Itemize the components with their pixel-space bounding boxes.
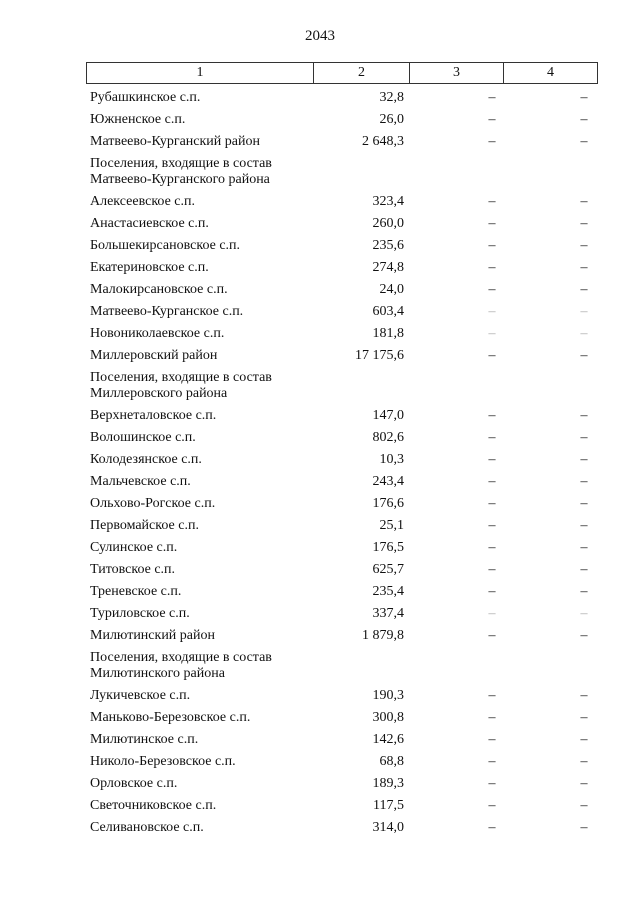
row-col-4: – <box>580 710 588 725</box>
row-value: 10,3 <box>379 452 404 467</box>
row-col-4: – <box>580 304 588 319</box>
row-value: 142,6 <box>372 732 404 747</box>
row-name: Светочниковское с.п. <box>90 798 217 813</box>
row-name: Матвеево-Курганский район <box>90 134 260 149</box>
row-name: Поселения, входящие в состав Матвеево-Курганского района <box>90 156 272 187</box>
row-col-4: – <box>580 430 588 445</box>
row-value: 802,6 <box>372 430 404 445</box>
row-name: Николо-Березовское с.п. <box>90 754 236 769</box>
header-col-2: 2 <box>313 63 409 83</box>
row-value: 603,4 <box>372 304 404 319</box>
row-name: Матвеево-Курганское с.п. <box>90 304 244 319</box>
table-row <box>86 626 598 648</box>
row-col-3: – <box>488 496 496 511</box>
row-value: 243,4 <box>372 474 404 489</box>
row-name: Ольхово-Рогское с.п. <box>90 496 216 511</box>
row-col-4: – <box>580 606 588 621</box>
row-col-4: – <box>580 754 588 769</box>
row-name: Анастасиевское с.п. <box>90 216 209 231</box>
row-col-3: – <box>488 776 496 791</box>
row-col-4: – <box>580 348 588 363</box>
table-row <box>86 192 598 214</box>
row-value: 235,6 <box>372 238 404 253</box>
table-row <box>86 258 598 280</box>
row-col-4: – <box>580 238 588 253</box>
row-value: 25,1 <box>379 518 404 533</box>
table-row <box>86 752 598 774</box>
row-col-4: – <box>580 452 588 467</box>
row-col-3: – <box>488 688 496 703</box>
row-name: Маньково-Березовское с.п. <box>90 710 251 725</box>
table-row <box>86 774 598 796</box>
row-name: Поселения, входящие в состав Миллеровского района <box>90 370 272 401</box>
row-col-4: – <box>580 820 588 835</box>
table-row <box>86 346 598 368</box>
row-value: 300,8 <box>372 710 404 725</box>
row-name: Большекирсановское с.п. <box>90 238 241 253</box>
row-col-3: – <box>488 820 496 835</box>
table-row <box>86 494 598 516</box>
row-value: 24,0 <box>379 282 404 297</box>
row-col-3: – <box>488 90 496 105</box>
table-row <box>86 582 598 604</box>
table-header <box>86 62 598 84</box>
table-row <box>86 516 598 538</box>
row-col-4: – <box>580 584 588 599</box>
row-value: 337,4 <box>372 606 404 621</box>
row-name: Милютинское с.п. <box>90 732 199 747</box>
row-col-4: – <box>580 134 588 149</box>
row-value: 176,6 <box>372 496 404 511</box>
row-name: Треневское с.п. <box>90 584 182 599</box>
row-name: Малокирсановское с.п. <box>90 282 228 297</box>
row-col-4: – <box>580 562 588 577</box>
row-col-3: – <box>488 562 496 577</box>
row-name: Волошинское с.п. <box>90 430 196 445</box>
table-row <box>86 560 598 582</box>
table-row <box>86 686 598 708</box>
table-row <box>86 154 598 192</box>
row-col-3: – <box>488 732 496 747</box>
table-row <box>86 88 598 110</box>
table-row <box>86 428 598 450</box>
table-row <box>86 472 598 494</box>
table-row <box>86 796 598 818</box>
row-col-3: – <box>488 260 496 275</box>
table-row <box>86 110 598 132</box>
header-col-4: 4 <box>503 63 597 83</box>
row-value: 323,4 <box>372 194 404 209</box>
row-col-3: – <box>488 282 496 297</box>
row-value: 274,8 <box>372 260 404 275</box>
row-col-4: – <box>580 732 588 747</box>
table-row <box>86 730 598 752</box>
row-col-4: – <box>580 496 588 511</box>
row-col-4: – <box>580 628 588 643</box>
row-name: Милютинский район <box>90 628 216 643</box>
table-row <box>86 604 598 626</box>
row-col-3: – <box>488 134 496 149</box>
row-col-3: – <box>488 194 496 209</box>
row-name: Миллеровский район <box>90 348 218 363</box>
table-row <box>86 324 598 346</box>
row-value: 68,8 <box>379 754 404 769</box>
table-row <box>86 818 598 840</box>
row-col-3: – <box>488 754 496 769</box>
row-name: Поселения, входящие в состав Милютинского района <box>90 650 272 681</box>
table-row <box>86 236 598 258</box>
row-col-4: – <box>580 798 588 813</box>
row-col-3: – <box>488 216 496 231</box>
table-row <box>86 648 598 686</box>
page-number: 2043 <box>305 28 335 44</box>
row-name: Селивановское с.п. <box>90 820 204 835</box>
row-col-4: – <box>580 688 588 703</box>
row-name: Туриловское с.п. <box>90 606 190 621</box>
row-value: 176,5 <box>372 540 404 555</box>
row-col-3: – <box>488 348 496 363</box>
row-name: Новониколаевское с.п. <box>90 326 225 341</box>
row-col-3: – <box>488 798 496 813</box>
table-row <box>86 368 598 406</box>
row-value: 26,0 <box>379 112 404 127</box>
row-name: Сулинское с.п. <box>90 540 178 555</box>
table-row <box>86 280 598 302</box>
row-col-3: – <box>488 238 496 253</box>
row-col-3: – <box>488 474 496 489</box>
row-value: 625,7 <box>372 562 404 577</box>
row-col-3: – <box>488 452 496 467</box>
row-col-4: – <box>580 518 588 533</box>
table-row <box>86 538 598 560</box>
row-col-3: – <box>488 518 496 533</box>
row-value: 147,0 <box>372 408 404 423</box>
table-row <box>86 708 598 730</box>
row-col-4: – <box>580 260 588 275</box>
row-value: 314,0 <box>372 820 404 835</box>
row-col-4: – <box>580 112 588 127</box>
row-name: Лукичевское с.п. <box>90 688 191 703</box>
row-col-3: – <box>488 408 496 423</box>
table-row <box>86 214 598 236</box>
row-col-3: – <box>488 112 496 127</box>
row-name: Первомайское с.п. <box>90 518 199 533</box>
table-row <box>86 450 598 472</box>
row-name: Екатериновское с.п. <box>90 260 209 275</box>
row-name: Алексеевское с.п. <box>90 194 195 209</box>
row-name: Титовское с.п. <box>90 562 176 577</box>
row-value: 190,3 <box>372 688 404 703</box>
row-value: 189,3 <box>372 776 404 791</box>
header-col-3: 3 <box>409 63 503 83</box>
row-value: 117,5 <box>373 798 404 813</box>
row-col-3: – <box>488 628 496 643</box>
table-body <box>86 88 598 840</box>
row-value: 17 175,6 <box>355 348 404 363</box>
row-col-4: – <box>580 776 588 791</box>
row-col-4: – <box>580 282 588 297</box>
row-name: Мальчевское с.п. <box>90 474 191 489</box>
row-col-3: – <box>488 606 496 621</box>
row-name: Орловское с.п. <box>90 776 178 791</box>
row-name: Южненское с.п. <box>90 112 186 127</box>
table-row <box>86 132 598 154</box>
row-col-4: – <box>580 408 588 423</box>
row-value: 260,0 <box>372 216 404 231</box>
row-col-4: – <box>580 90 588 105</box>
row-col-3: – <box>488 326 496 341</box>
row-name: Рубашкинское с.п. <box>90 90 201 105</box>
row-value: 1 879,8 <box>362 628 404 643</box>
row-value: 2 648,3 <box>362 134 404 149</box>
header-col-1: 1 <box>196 65 204 80</box>
row-col-4: – <box>580 216 588 231</box>
row-value: 32,8 <box>379 90 404 105</box>
row-col-3: – <box>488 584 496 599</box>
row-col-4: – <box>580 194 588 209</box>
row-col-4: – <box>580 540 588 555</box>
row-value: 181,8 <box>372 326 404 341</box>
row-col-4: – <box>580 474 588 489</box>
row-col-3: – <box>488 304 496 319</box>
row-col-3: – <box>488 540 496 555</box>
row-name: Верхнеталовское с.п. <box>90 408 217 423</box>
table-row <box>86 302 598 324</box>
row-col-3: – <box>488 430 496 445</box>
table-row <box>86 406 598 428</box>
row-col-3: – <box>488 710 496 725</box>
row-value: 235,4 <box>372 584 404 599</box>
row-name: Колодезянское с.п. <box>90 452 202 467</box>
row-col-4: – <box>580 326 588 341</box>
